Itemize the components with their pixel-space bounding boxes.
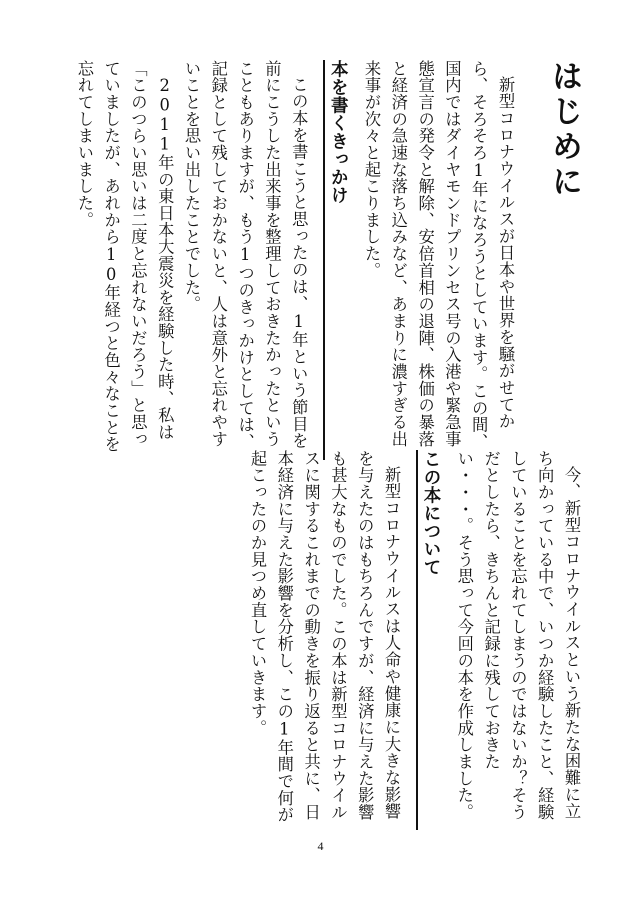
section-heading-about: この本について [416, 450, 444, 830]
about-paragraph: 新型コロナウイルスは人命や健康に大きな影響を与えたのはもちろんですが、経済に与えた影響も甚大なものでした。この本は新型コロナウイルスに関するこれまでの動きを振り返ると共に、日本経済に与えた影響を分析し、この1年間で何が起こったのか見つめ直していきます。 [248, 450, 402, 824]
section-heading-motivation: 本を書くきっかけ [323, 60, 351, 460]
upper-text-block [74, 60, 584, 460]
page-number: 4 [317, 839, 324, 853]
earthquake-paragraph: 2011年の東日本大震災を経験した時、私は「このつらい思いは二度と忘れないだろう」と思っていましたが、あれから10年経つと色々なことを忘れてしまいました。 [74, 60, 175, 453]
page-title: はじめに [546, 60, 582, 200]
lower-text-block [246, 450, 584, 830]
record-paragraph: 今、新型コロナウイルスという新たな困難に立ち向かっている中で、いつか経験したこと、経験していることを忘れてしまうのではないか？そうだとしたら、きちんと記録に残しておきたい・・・。そう思って今回の本を作成しました。 [454, 450, 581, 821]
motivation-paragraph: この本を書こうと思ったのは、1年という節目を前にこうした出来事を整理しておきたかったということもありますが、もう1つのきっかけとしては、記録として残しておかないと、人は意外と忘れやすいことを思い出したことでした。 [182, 60, 309, 451]
intro-paragraph: 新型コロナウイルスが日本や世界を騒がせてから、そろそろ1年になろうとしています。この間、国内ではダイヤモンドプリンセス号の入港や緊急事態宣言の発令と解除、安倍首相の退陣、株価の暴落と経済の急速な落ち込みなど、あまりに濃すぎる出来事が次々と起こりました。 [362, 60, 515, 451]
